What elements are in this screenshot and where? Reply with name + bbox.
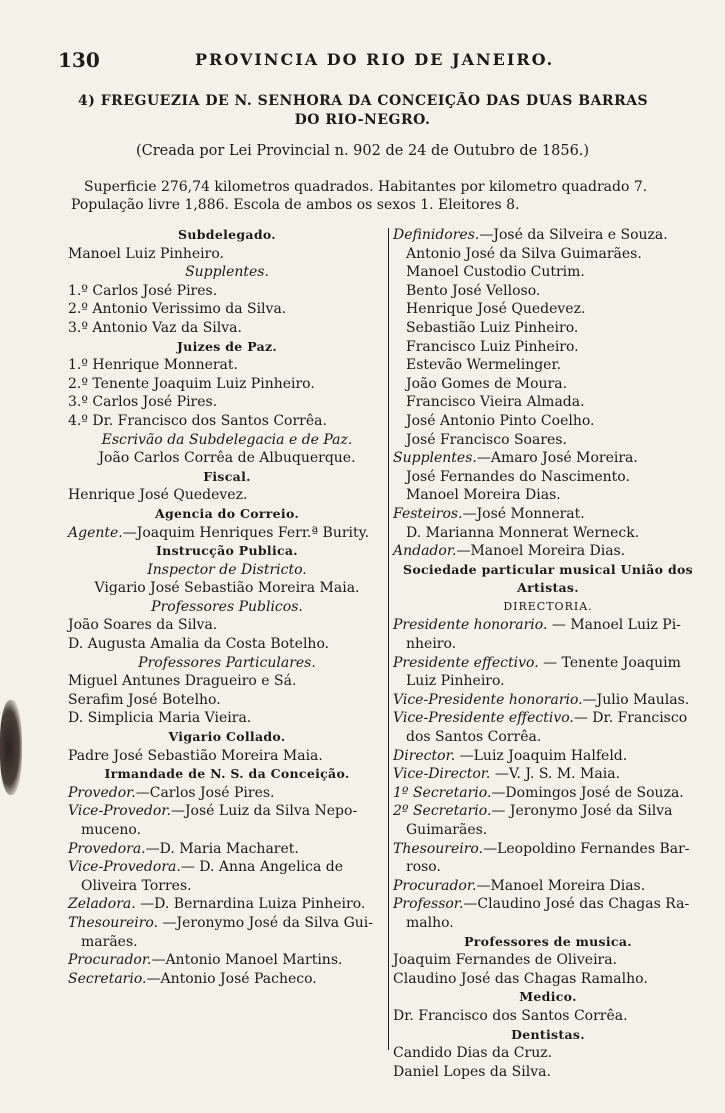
role-label: Vice-Provedor. (68, 803, 171, 820)
entry-line (68, 393, 386, 412)
role-label: Vice-Director. (393, 766, 491, 783)
entry-text: —Luiz Joaquim Halfeld. (455, 747, 628, 764)
entry-continuation (393, 728, 703, 747)
entry-text: Henrique José Quedevez. (68, 487, 248, 504)
role-label: Secretario. (68, 970, 147, 987)
entry-text: Daniel Lopes da Silva. (393, 1063, 551, 1080)
role-label: Thesoureiro. (393, 840, 484, 857)
entry-text: 2.º Tenente Joaquim Luiz Pinheiro. (68, 375, 315, 392)
entry-text: Instrucção Publica. (156, 543, 298, 559)
entry-continuation (68, 933, 386, 952)
entry-line (393, 765, 703, 784)
section-heading (68, 338, 386, 357)
entry-text: 3.º Carlos José Pires. (68, 394, 218, 411)
role-label: Director. (393, 747, 456, 764)
entry-text: —Joaquim Henriques Ferr.ª Burity. (122, 524, 370, 541)
entry-continuation (393, 524, 703, 543)
entry-text: Supplentes. (185, 264, 269, 281)
entry-line (68, 951, 386, 970)
entry-line (68, 356, 386, 375)
entry-continuation (393, 486, 703, 505)
role-label: Provedora. (68, 840, 146, 857)
role-label: Zeladora. (68, 896, 136, 913)
entry-text: Subdelegado. (178, 227, 276, 242)
entry-continuation (393, 300, 703, 319)
entry-text: Medico. (519, 989, 577, 1005)
entry-line (68, 282, 386, 301)
entry-text: José Francisco Soares. (406, 431, 567, 448)
entry-continuation (393, 672, 703, 691)
entry-text: Henrique José Quedevez. (406, 301, 586, 318)
section-heading (68, 728, 386, 747)
role-label: Vice-Presidente honorario. (393, 691, 583, 708)
entry-text: — Jeronymo José da Silva (491, 803, 673, 820)
entry-line (393, 542, 703, 561)
entry-text: D. Marianna Monnerat Werneck. (406, 524, 640, 541)
section-heading (393, 933, 703, 952)
entry-line (68, 672, 386, 691)
entry-continuation (68, 821, 386, 840)
role-label: 2º Secretario. (393, 803, 492, 820)
entry-text: Estevão Wermelinger. (406, 357, 562, 374)
entry-line (393, 654, 703, 673)
entry-text: — D. Anna Angelica de (180, 859, 344, 876)
entry-text: Joaquim Fernandes de Oliveira. (393, 952, 618, 969)
entry-text: —José Luiz da Silva Nepo- (170, 803, 358, 820)
entry-text: Professores Particulares. (138, 654, 316, 671)
subsection-heading (393, 598, 703, 617)
role-label: Agente. (68, 524, 123, 541)
entry-text: —Manoel Moreira Dias. (456, 543, 626, 560)
entry-continuation (393, 375, 703, 394)
entry-text: Claudino José das Chagas Ramalho. (393, 970, 648, 987)
section-heading (68, 468, 386, 487)
role-label: Definidores. (393, 227, 480, 243)
entry-continuation (393, 635, 703, 654)
entry-text: dos Santos Corrêa. (406, 729, 542, 746)
entry-text: Antonio José da Silva Guimarães. (406, 245, 642, 262)
entry-text: João Soares da Silva. (68, 617, 218, 634)
entry-line (68, 579, 386, 598)
role-label: Provedor. (68, 784, 136, 801)
entry-text: —V. J. S. M. Maia. (490, 766, 621, 783)
subsection-heading (68, 598, 386, 617)
statistics-line: Superficie 276,74 kilometros quadrados. Habitantes por kilometro quadrado 7. (84, 179, 648, 195)
entry-line (68, 784, 386, 803)
entry-text: Escrivão da Subdelegacia e de Paz. (101, 431, 353, 448)
entry-text: D. Simplicia Maria Vieira. (68, 710, 252, 727)
entry-text: D. Augusta Amalia da Costa Botelho. (68, 636, 330, 653)
entry-text: Manoel Moreira Dias. (406, 487, 561, 504)
entry-continuation (68, 877, 386, 896)
entry-line (68, 858, 386, 877)
entry-text: DIRECTORIA. (503, 599, 593, 613)
entry-line (68, 375, 386, 394)
entry-text: —D. Bernardina Luiza Pinheiro. (135, 896, 366, 913)
entry-text: 1.º Henrique Monnerat. (68, 357, 238, 374)
section-heading (393, 561, 703, 580)
entry-text: Miguel Antunes Dragueiro e Sá. (68, 673, 297, 690)
subsection-heading (68, 654, 386, 673)
entry-continuation (393, 821, 703, 840)
parish-title: 4) FREGUEZIA DE N. SENHORA DA CONCEIÇÃO DAS DUAS BARRAS (78, 93, 649, 109)
entry-continuation (393, 468, 703, 487)
entry-line (68, 802, 386, 821)
entry-text: José Antonio Pinto Coelho. (406, 412, 595, 429)
entry-text: —José Monnerat. (462, 505, 585, 522)
creation-note: (Creada por Lei Provincial n. 902 de 24 de Outubro de 1856.) (135, 143, 590, 159)
entry-line (393, 747, 703, 766)
role-label: Presidente effectivo. (393, 654, 539, 671)
entry-line (393, 691, 703, 710)
entry-text: Francisco Vieira Almada. (406, 394, 585, 411)
entry-text: 3.º Antonio Vaz da Silva. (68, 319, 242, 336)
ink-blot (0, 700, 22, 795)
entry-text: Luiz Pinheiro. (406, 673, 505, 690)
entry-continuation (393, 393, 703, 412)
entry-text: nheiro. (406, 636, 457, 653)
entry-text: —Manoel Moreira Dias. (476, 877, 646, 894)
entry-line (68, 300, 386, 319)
entry-text: Guimarães. (406, 822, 488, 838)
entry-text: —José da Silveira e Souza. (479, 227, 668, 243)
right-column (393, 226, 703, 1081)
entry-line (393, 802, 703, 821)
entry-text: —Claudino José das Chagas Ra- (463, 896, 690, 913)
section-heading (68, 765, 386, 784)
entry-line (393, 895, 703, 914)
entry-line (393, 505, 703, 524)
entry-line (68, 449, 386, 468)
entry-line (68, 486, 386, 505)
entry-text: —Antonio José Pacheco. (146, 970, 317, 987)
entry-text: —Amaro José Moreira. (476, 450, 638, 467)
left-column (68, 226, 386, 988)
section-heading (393, 579, 703, 598)
entry-text: Candido Dias da Cruz. (393, 1045, 553, 1062)
entry-line (68, 970, 386, 989)
entry-text: Oliveira Torres. (81, 877, 192, 894)
entry-line (393, 877, 703, 896)
entry-line (68, 914, 386, 933)
entry-line (68, 524, 386, 543)
page-number: 130 (58, 48, 100, 72)
role-label: Presidente honorario. (393, 617, 548, 634)
entry-text: 4.º Dr. Francisco dos Santos Corrêa. (68, 412, 327, 429)
entry-text: Padre José Sebastião Moreira Maia. (68, 747, 323, 764)
entry-continuation (393, 245, 703, 264)
entry-text: João Gomes de Moura. (406, 375, 568, 392)
section-heading (68, 505, 386, 524)
entry-text: Fiscal. (203, 468, 251, 484)
entry-text: —Julio Maulas. (582, 691, 690, 708)
entry-text: Professores Publicos. (151, 598, 303, 615)
entry-text: —Leopoldino Fernandes Bar- (483, 840, 690, 857)
entry-text: —Domingos José de Souza. (491, 784, 684, 801)
entry-line (68, 245, 386, 264)
entry-continuation (393, 338, 703, 357)
entry-continuation (393, 282, 703, 301)
entry-line (68, 709, 386, 728)
role-label: Andador. (393, 543, 457, 560)
role-label: Procurador. (393, 877, 477, 894)
entry-text: —Antonio Manoel Martins. (151, 952, 343, 969)
entry-continuation (393, 319, 703, 338)
entry-continuation (393, 431, 703, 450)
entry-text: Inspector de Districto. (147, 561, 307, 578)
entry-text: Vigario José Sebastião Moreira Maia. (94, 580, 360, 597)
entry-line (393, 1063, 703, 1082)
entry-line (393, 840, 703, 859)
entry-line (393, 970, 703, 989)
entry-line (68, 691, 386, 710)
entry-text: 2.º Antonio Verissimo da Silva. (68, 301, 287, 318)
entry-text: — Tenente Joaquim (538, 654, 681, 671)
role-label: Professor. (393, 896, 464, 913)
section-heading (393, 1026, 703, 1045)
entry-line (393, 1007, 703, 1026)
parish-title-continued: DO RIO-NEGRO. (294, 112, 431, 128)
entry-text: malho. (406, 914, 454, 931)
role-label: Vice-Presidente effectivo. (393, 710, 574, 727)
subsection-heading (68, 263, 386, 282)
section-heading (68, 542, 386, 561)
entry-line (393, 951, 703, 970)
entry-text: —D. Maria Macharet. (145, 840, 299, 857)
entry-continuation (393, 263, 703, 282)
entry-line (68, 319, 386, 338)
entry-text: Dr. Francisco dos Santos Corrêa. (393, 1007, 628, 1024)
entry-line (68, 840, 386, 859)
entry-line (68, 616, 386, 635)
entry-text: Juizes de Paz. (176, 338, 278, 354)
entry-text: — Dr. Francisco (573, 710, 688, 727)
entry-line (68, 412, 386, 431)
statistics-line: População livre 1,886. Escola de ambos os sexos 1. Eleitores 8. (71, 197, 520, 213)
role-label: Procurador. (68, 952, 152, 969)
entry-text: Professores de musica. (464, 933, 632, 949)
entry-line (393, 616, 703, 635)
entry-line (68, 747, 386, 766)
section-heading (393, 988, 703, 1007)
entry-continuation (393, 914, 703, 933)
entry-text: Dentistas. (511, 1026, 585, 1042)
entry-continuation (393, 858, 703, 877)
role-label: Thesoureiro. (68, 914, 159, 931)
entry-line (393, 226, 703, 245)
entry-line (393, 709, 703, 728)
entry-text: Sebastião Luiz Pinheiro. (406, 319, 579, 336)
column-divider (388, 228, 389, 1050)
entry-line (393, 449, 703, 468)
entry-continuation (393, 356, 703, 375)
entry-text: roso. (406, 859, 441, 876)
entry-text: Irmandade de N. S. da Conceição. (104, 766, 350, 782)
entry-text: Vigario Collado. (168, 729, 286, 745)
entry-text: João Carlos Corrêa de Albuquerque. (98, 450, 356, 467)
entry-text: — Manoel Luiz Pi- (547, 617, 681, 634)
entry-text: —Jeronymo José da Silva Gui- (158, 914, 373, 931)
entry-continuation (393, 412, 703, 431)
entry-line (68, 895, 386, 914)
entry-text: Sociedade particular musical União dos (403, 561, 693, 577)
role-label: Festeiros. (393, 505, 463, 522)
subsection-heading (68, 561, 386, 580)
entry-line (68, 635, 386, 654)
entry-text: Manoel Luiz Pinheiro. (68, 245, 224, 262)
entry-text: Artistas. (517, 580, 579, 596)
entry-line (393, 784, 703, 803)
entry-text: Serafim José Botelho. (68, 691, 221, 708)
entry-text: Bento José Velloso. (406, 282, 541, 299)
entry-text: Agencia do Correio. (154, 505, 300, 521)
role-label: 1º Secretario. (393, 784, 492, 801)
role-label: Vice-Provedora. (68, 859, 181, 876)
subsection-heading (68, 431, 386, 450)
running-head: PROVINCIA DO RIO DE JANEIRO. (195, 50, 555, 69)
entry-text: muceno. (81, 822, 142, 838)
entry-text: —Carlos José Pires. (135, 784, 275, 801)
entry-text: marães. (81, 933, 138, 950)
entry-line (393, 1044, 703, 1063)
entry-text: Manoel Custodio Cutrim. (406, 264, 585, 281)
entry-text: Francisco Luiz Pinheiro. (406, 338, 579, 355)
entry-text: José Fernandes do Nascimento. (406, 468, 630, 485)
section-heading (68, 226, 386, 245)
entry-text: 1.º Carlos José Pires. (68, 282, 218, 299)
role-label: Supplentes. (393, 450, 477, 467)
